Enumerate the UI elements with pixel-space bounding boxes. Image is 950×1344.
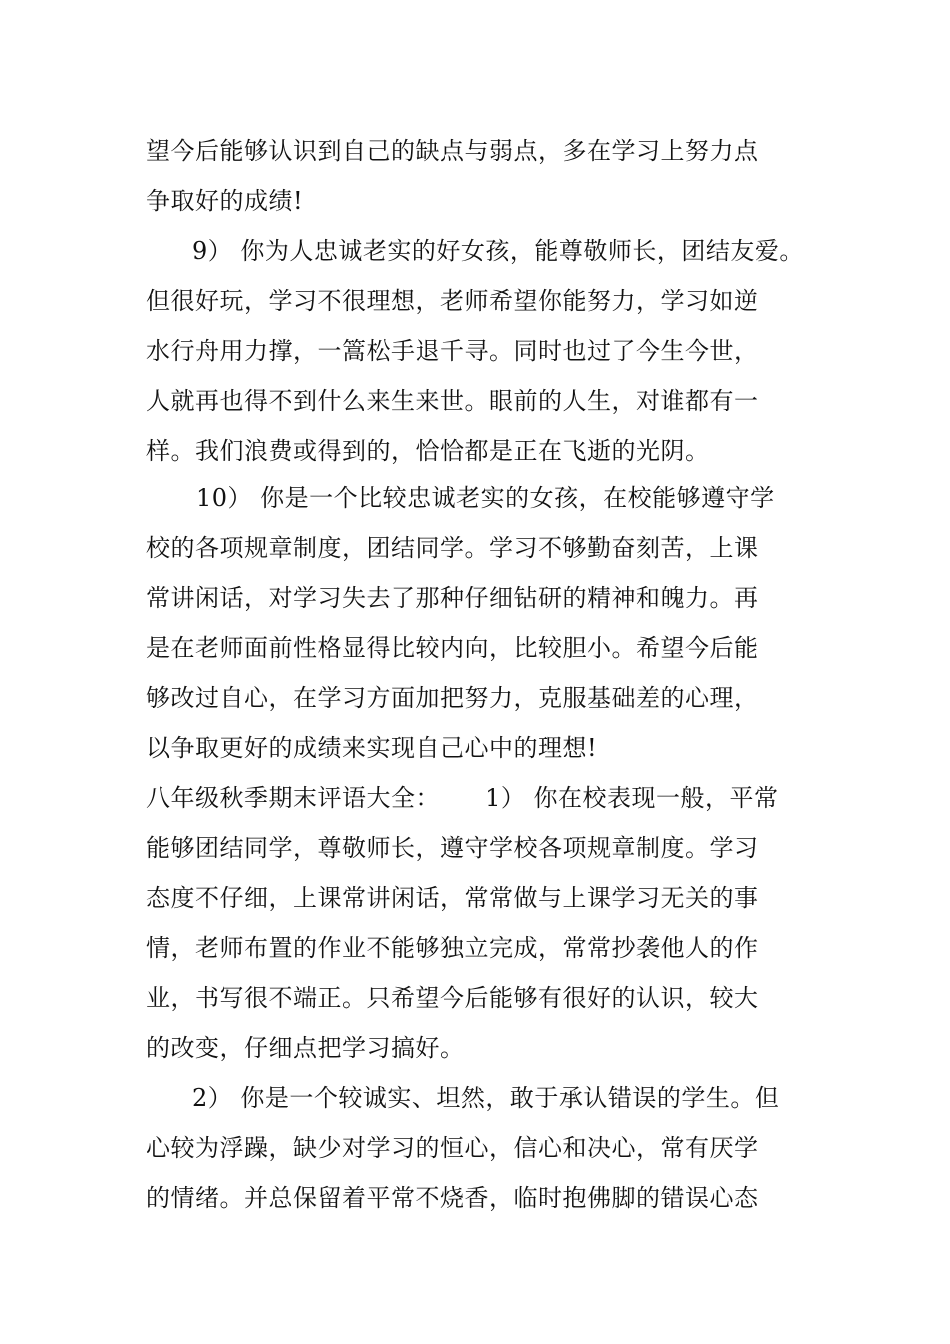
- text-line: 的情绪。并总保留着平常不烧香，临时抱佛脚的错误心态: [146, 1184, 759, 1212]
- text-line: 的改变，仔细点把学习搞好。: [146, 1034, 465, 1062]
- text-line: 能够团结同学，尊敬师长，遵守学校各项规章制度。学习: [146, 834, 759, 862]
- text-line: 人就再也得不到什么来生来世。眼前的人生，对谁都有一: [146, 387, 759, 415]
- text-line: 心较为浮躁，缺少对学习的恒心，信心和决心，常有厌学: [146, 1134, 759, 1162]
- paragraph-start-line: 10） 你是一个比较忠诚老实的女孩，在校能够遵守学: [196, 484, 775, 512]
- text-line: 态度不仔细，上课常讲闲话，常常做与上课学习无关的事: [146, 884, 759, 912]
- text-line: 常讲闲话，对学习失去了那种仔细钻研的精神和魄力。再: [146, 584, 759, 612]
- text-line: 但很好玩，学习不很理想，老师希望你能努力，学习如逆: [146, 287, 759, 315]
- paragraph-start-line: 2） 你是一个较诚实、坦然，敢于承认错误的学生。但: [192, 1084, 780, 1112]
- text-line: 样。我们浪费或得到的，恰恰都是正在飞逝的光阴。: [146, 437, 710, 465]
- text-line: 争取好的成绩!: [146, 187, 304, 215]
- text-line: 以争取更好的成绩来实现自己心中的理想!: [146, 734, 598, 762]
- text-line: 水行舟用力撑，一篙松手退千寻。同时也过了今生今世，: [146, 337, 759, 365]
- text-line: 业，书写很不端正。只希望今后能够有很好的认识，较大: [146, 984, 759, 1012]
- text-line: 是在老师面前性格显得比较内向，比较胆小。希望今后能: [146, 634, 759, 662]
- text-line: 校的各项规章制度，团结同学。学习不够勤奋刻苦，上课: [146, 534, 759, 562]
- section-heading-line: 八年级秋季期末评语大全： 1） 你在校表现一般，平常: [146, 784, 779, 812]
- text-line: 够改过自心，在学习方面加把努力，克服基础差的心理，: [146, 684, 759, 712]
- paragraph-start-line: 9） 你为人忠诚老实的好女孩，能尊敬师长，团结友爱。: [192, 237, 804, 265]
- text-line: 望今后能够认识到自己的缺点与弱点，多在学习上努力点: [146, 137, 759, 165]
- text-line: 情，老师布置的作业不能够独立完成，常常抄袭他人的作: [146, 934, 759, 962]
